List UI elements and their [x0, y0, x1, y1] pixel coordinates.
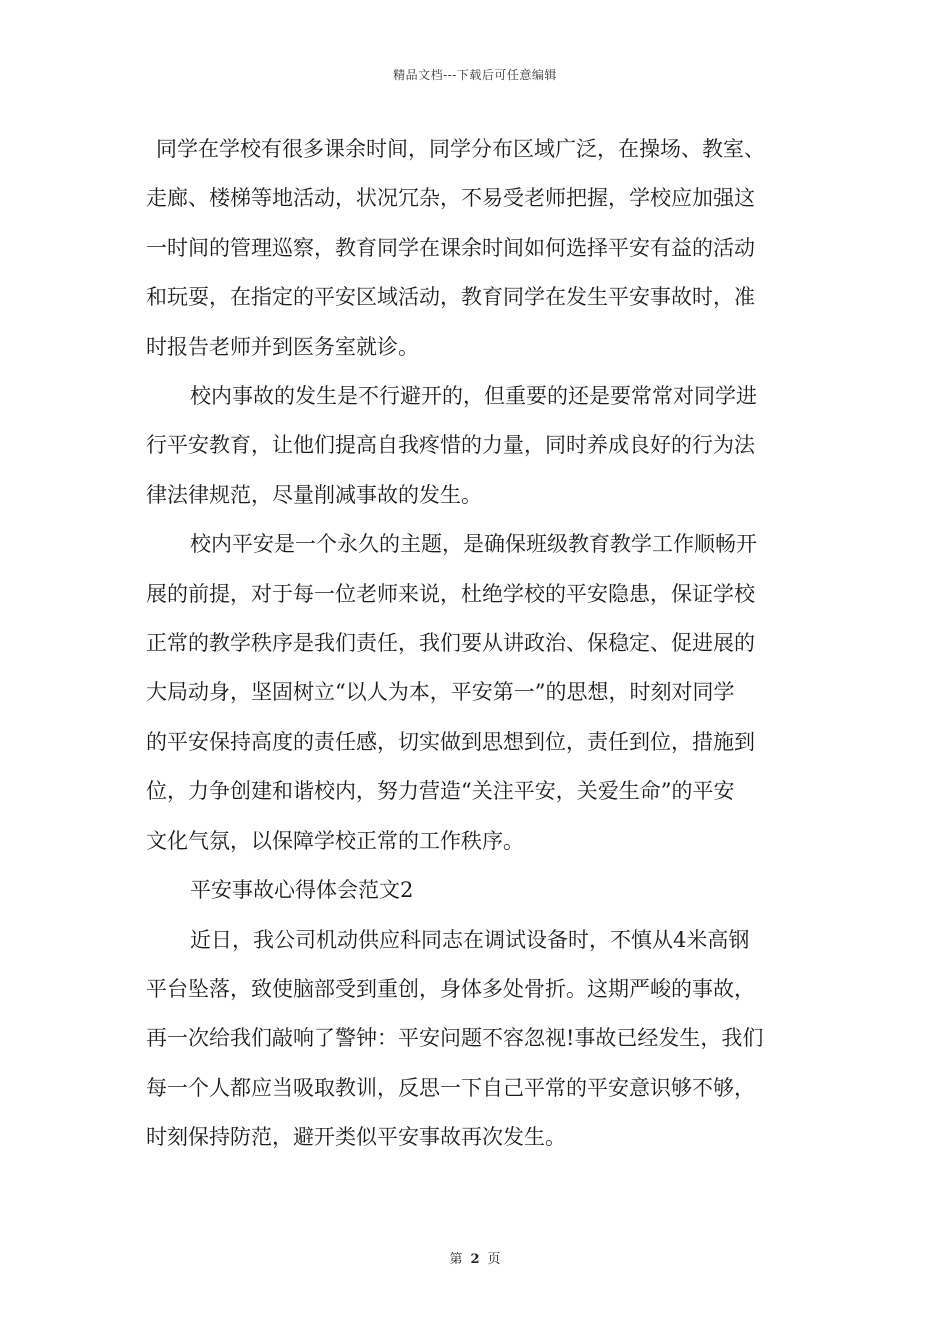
paragraph-4	[146, 916, 810, 1163]
text-line: 正常的教学秩序是我们责任，我们要从讲政治、保稳定、促进展的	[146, 631, 755, 656]
text-line: 时刻保持防范，避开类似平安事故再次发生。	[146, 1125, 566, 1150]
text-line: 每一个人都应当吸取教训，反思一下自己平常的平安意识够不够，	[146, 1075, 755, 1100]
page-number: 2	[470, 1252, 480, 1267]
text-line: 律法律规范，尽量削减事故的发生。	[146, 482, 482, 507]
text-line: 同学在学校有很多课余时间，同学分布区域广泛，在操场、教室、	[156, 137, 765, 161]
page-label-suffix: 页	[487, 1252, 501, 1267]
heading-text: 平安事故心得体会范文2	[190, 878, 414, 903]
page-header: 精品文档---下载后可任意编辑	[393, 68, 557, 82]
text-line: 再一次给我们敲响了警钟：平安问题不容忽视!事故已经发生，我们	[146, 1026, 764, 1051]
text-line: 校内事故的发生是不行避开的，但重要的还是要常常对同学进	[190, 384, 757, 409]
text-line: 文化气氛，以保障学校正常的工作秩序。	[146, 828, 524, 853]
page-label-prefix: 第	[449, 1252, 463, 1267]
text-line: 校内平安是一个永久的主题，是确保班级教育教学工作顺畅开	[190, 532, 757, 557]
page-footer	[0, 1248, 950, 1267]
text-line: 位，力争创建和谐校内，努力营造“关注平安，关爱生命”的平安	[146, 779, 735, 804]
text-line: 走廊、楼梯等地活动，状况冗杂，不易受老师把握，学校应加强这	[146, 186, 755, 211]
document-body	[146, 125, 810, 1163]
paragraph-1	[146, 125, 810, 372]
text-line: 行平安教育，让他们提高自我疼惜的力量，同时养成良好的行为法	[146, 433, 755, 458]
paragraph-2	[146, 372, 810, 520]
text-line: 大局动身，坚固树立“以人为本，平安第一”的思想，时刻对同学	[146, 680, 735, 705]
text-line: 的平安保持高度的责任感，切实做到思想到位，责任到位，措施到	[146, 729, 755, 754]
text-line: 平台坠落，致使脑部受到重创，身体多处骨折。这期严峻的事故，	[146, 976, 755, 1001]
text-line: 时报告老师并到医务室就诊。	[146, 334, 419, 359]
section-heading	[146, 866, 810, 915]
paragraph-3	[146, 520, 810, 866]
text-line: 展的前提，对于每一位老师来说，杜绝学校的平安隐患，保证学校	[146, 581, 755, 606]
text-line: 近日，我公司机动供应科同志在调试设备时，不慎从4米高钢	[190, 927, 750, 952]
text-line: 一时间的管理巡察，教育同学在课余时间如何选择平安有益的活动	[146, 235, 755, 260]
text-line: 和玩耍，在指定的平安区域活动，教育同学在发生平安事故时，准	[146, 285, 755, 310]
